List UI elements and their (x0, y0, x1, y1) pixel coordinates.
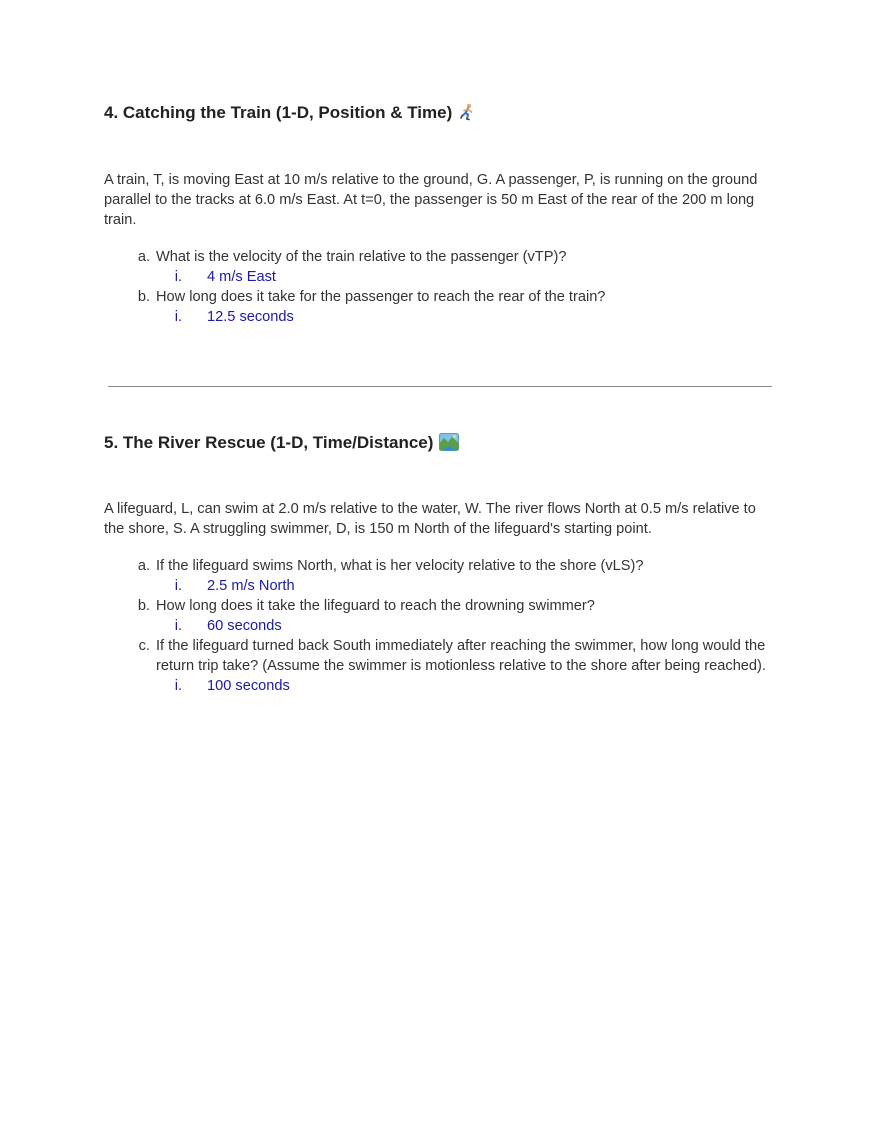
question-text: If the lifeguard swims North, what is her velocity relative to the shore (vLS)? (156, 558, 644, 574)
answer-text: 100 seconds (207, 678, 290, 694)
river-landscape-icon (439, 433, 459, 458)
question-marker: a. (137, 249, 150, 265)
question-text: How long does it take the lifeguard to reach the drowning swimmer? (156, 598, 595, 614)
question-marker: b. (137, 289, 150, 305)
answer-text: 60 seconds (207, 618, 282, 634)
section-4-title-text: 4. Catching the Train (1-D, Position & Time) (104, 103, 453, 122)
question-text: If the lifeguard turned back South immediately after reaching the swimmer, how long would the return trip take? (Assume the swimmer is motionless relative to the shore after being reached). (156, 638, 766, 674)
answer-text: 12.5 seconds (207, 309, 294, 325)
answer-marker: i. (174, 578, 182, 594)
question-marker: a. (137, 558, 150, 574)
question-text: How long does it take for the passenger to reach the rear of the train? (156, 289, 606, 305)
running-person-icon (458, 103, 476, 128)
section-4-title (104, 101, 476, 128)
answer-marker: i. (174, 269, 182, 285)
answer-text: 2.5 m/s North (207, 578, 295, 594)
answer-marker: i. (174, 618, 182, 634)
answer-marker: i. (174, 309, 182, 325)
question-marker: b. (137, 598, 150, 614)
section-5-problem: A lifeguard, L, can swim at 2.0 m/s relative to the water, W. The river flows North at 0.5 m/s relative to the shore, S. A struggling swimmer, D, is 150 m North of the lifeguard's starting point. (104, 501, 756, 537)
answer-text: 4 m/s East (207, 269, 276, 285)
section-5-title-text: 5. The River Rescue (1-D, Time/Distance) (104, 433, 434, 452)
section-4-problem: A train, T, is moving East at 10 m/s relative to the ground, G. A passenger, P, is running on the ground parallel to the tracks at 6.0 m/s East. At t=0, the passenger is 50 m East of the rear of the 200 m long train. (104, 172, 758, 228)
question-text: What is the velocity of the train relative to the passenger (vTP)? (156, 249, 567, 265)
question-marker: c. (138, 638, 150, 654)
answer-marker: i. (174, 678, 182, 694)
section-5-title (104, 431, 459, 458)
horizontal-divider (108, 386, 772, 387)
